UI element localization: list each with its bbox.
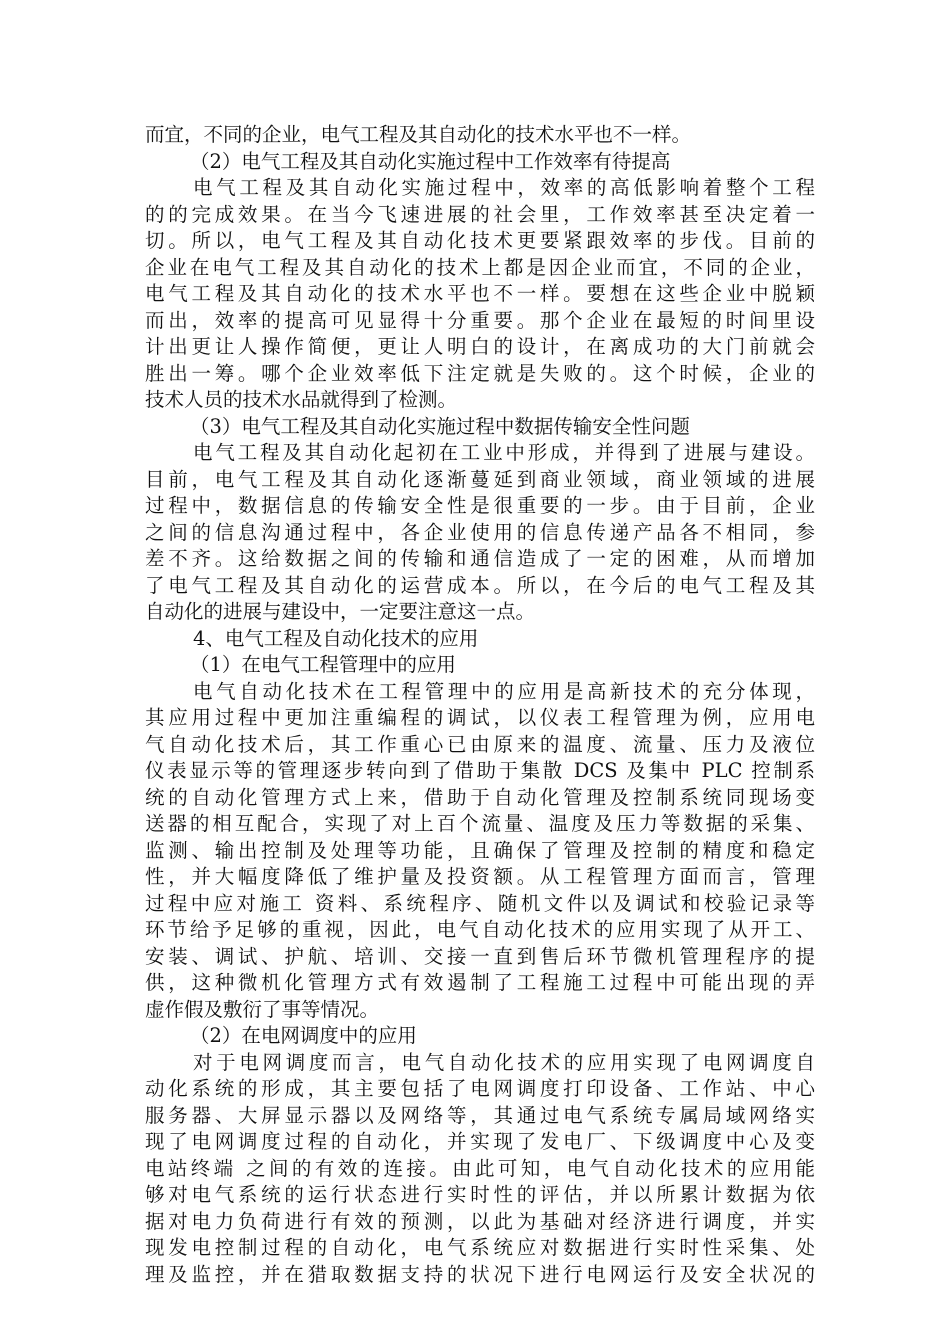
text-line: （3）电气工程及其自动化实施过程中数据传输安全性问题	[190, 414, 690, 438]
text-line: 过程中应对施工 资料、系统程序、随机文件以及调试和校验记录等	[145, 891, 815, 915]
text-line: 现发电控制过程的自动化，电气系统应对数据进行实时性采集、处	[145, 1236, 815, 1259]
text-line: 而出，效率的提高可见显得十分重要。那个企业在最短的时间里设	[145, 308, 815, 332]
text-line: 据对电力负荷进行有效的预测，以此为基础对经济进行调度，并实	[145, 1209, 815, 1233]
text-line: 对于电网调度而言，电气自动化技术的应用实现了电网调度自	[193, 1050, 815, 1074]
text-line: 电气工程及其自动化实施过程中，效率的高低影响着整个工程	[193, 176, 815, 199]
text-line: 动化系统的形成，其主要包括了电网调度打印设备、工作站、中心	[145, 1077, 815, 1100]
text-line: 仪表显示等的管理逐步转向到了借助于集散 DCS 及集中 PLC 控制系	[145, 759, 815, 782]
text-line: 环节给予足够的重视，因此，电气自动化技术的应用实现了从开工、	[145, 918, 815, 941]
text-line: 送器的相互配合，实现了对上百个流量、温度及压力等数据的采集、	[145, 812, 815, 835]
text-line: 差不齐。这给数据之间的传输和通信造成了一定的困难，从而增加	[145, 547, 815, 570]
text-line: 电气自动化技术在工程管理中的应用是高新技术的充分体现，	[193, 679, 815, 703]
text-line: 计出更让人操作简便，更让人明白的设计，在离成功的大门前就会	[145, 335, 815, 358]
text-line: 现了电网调度过程的自动化，并实现了发电厂、下级调度中心及变	[145, 1130, 815, 1153]
text-line: 的的完成效果。在当今飞速进展的社会里，工作效率甚至决定着一	[145, 202, 815, 226]
text-line: 虚作假及敷衍了事等情况。	[145, 997, 380, 1021]
text-line: （2）在电网调度中的应用	[190, 1024, 417, 1047]
text-line: 供，这种微机化管理方式有效遏制了工程施工过程中可能出现的弄	[145, 971, 815, 994]
text-line: 够对电气系统的运行状态进行实时性的评估，并以所累计数据为依	[145, 1183, 815, 1206]
text-line: 电气工程及其自动化的技术水平也不一样。要想在这些企业中脱颖	[145, 282, 815, 305]
text-line: 服务器、大屏显示器以及网络等，其通过电气系统专属局域网络实	[145, 1103, 815, 1127]
text-line: 胜出一筹。哪个企业效率低下注定就是失败的。这个时候，企业的	[145, 361, 815, 385]
text-line: （2）电气工程及其自动化实施过程中工作效率有待提高	[190, 149, 671, 173]
text-line: 过程中，数据信息的传输安全性是很重要的一步。由于目前，企业	[145, 494, 815, 517]
text-line: 之间的信息沟通过程中，各企业使用的信息传递产品各不相同，参	[145, 520, 815, 544]
document-page	[145, 122, 815, 1288]
text-line: 目前，电气工程及其自动化逐渐蔓延到商业领域，商业领域的进展	[145, 467, 815, 491]
text-line: （1）在电气工程管理中的应用	[190, 653, 456, 676]
text-line: 安装、调试、护航、培训、交接一直到售后环节微机管理程序的提	[145, 944, 815, 968]
text-line: 其应用过程中更加注重编程的调试，以仪表工程管理为例，应用电	[145, 706, 815, 729]
text-line: 而宜，不同的企业，电气工程及其自动化的技术水平也不一样。	[145, 123, 692, 146]
text-line: 4、电气工程及自动化技术的应用	[193, 626, 479, 650]
text-line: 电气工程及其自动化起初在工业中形成，并得到了进展与建设。	[193, 441, 815, 464]
text-line: 统的自动化管理方式上来，借助于自动化管理及控制系统同现场变	[145, 785, 815, 809]
text-line: 了电气工程及其自动化的运营成本。所以，在今后的电气工程及其	[145, 573, 815, 597]
text-line: 理及监控，并在猎取数据支持的状况下进行电网运行及安全状况的	[145, 1262, 815, 1286]
text-line: 自动化的进展与建设中，一定要注意这一点。	[145, 600, 536, 623]
text-line: 监测、输出控制及处理等功能，且确保了管理及控制的精度和稳定	[145, 838, 815, 862]
text-line: 性，并大幅度降低了维护量及投资额。从工程管理方面而言，管理	[145, 865, 815, 888]
text-line: 电站终端 之间的有效的连接。由此可知，电气自动化技术的应用能	[145, 1156, 815, 1180]
text-line: 技术人员的技术水品就得到了检测。	[145, 388, 458, 411]
text-line: 切。所以，电气工程及其自动化技术更要紧跟效率的步伐。目前的	[145, 229, 815, 252]
text-line: 企业在电气工程及其自动化的技术上都是因企业而宜，不同的企业，	[145, 255, 815, 279]
text-line: 气自动化技术后，其工作重心已由原来的温度、流量、压力及液位	[145, 732, 815, 756]
